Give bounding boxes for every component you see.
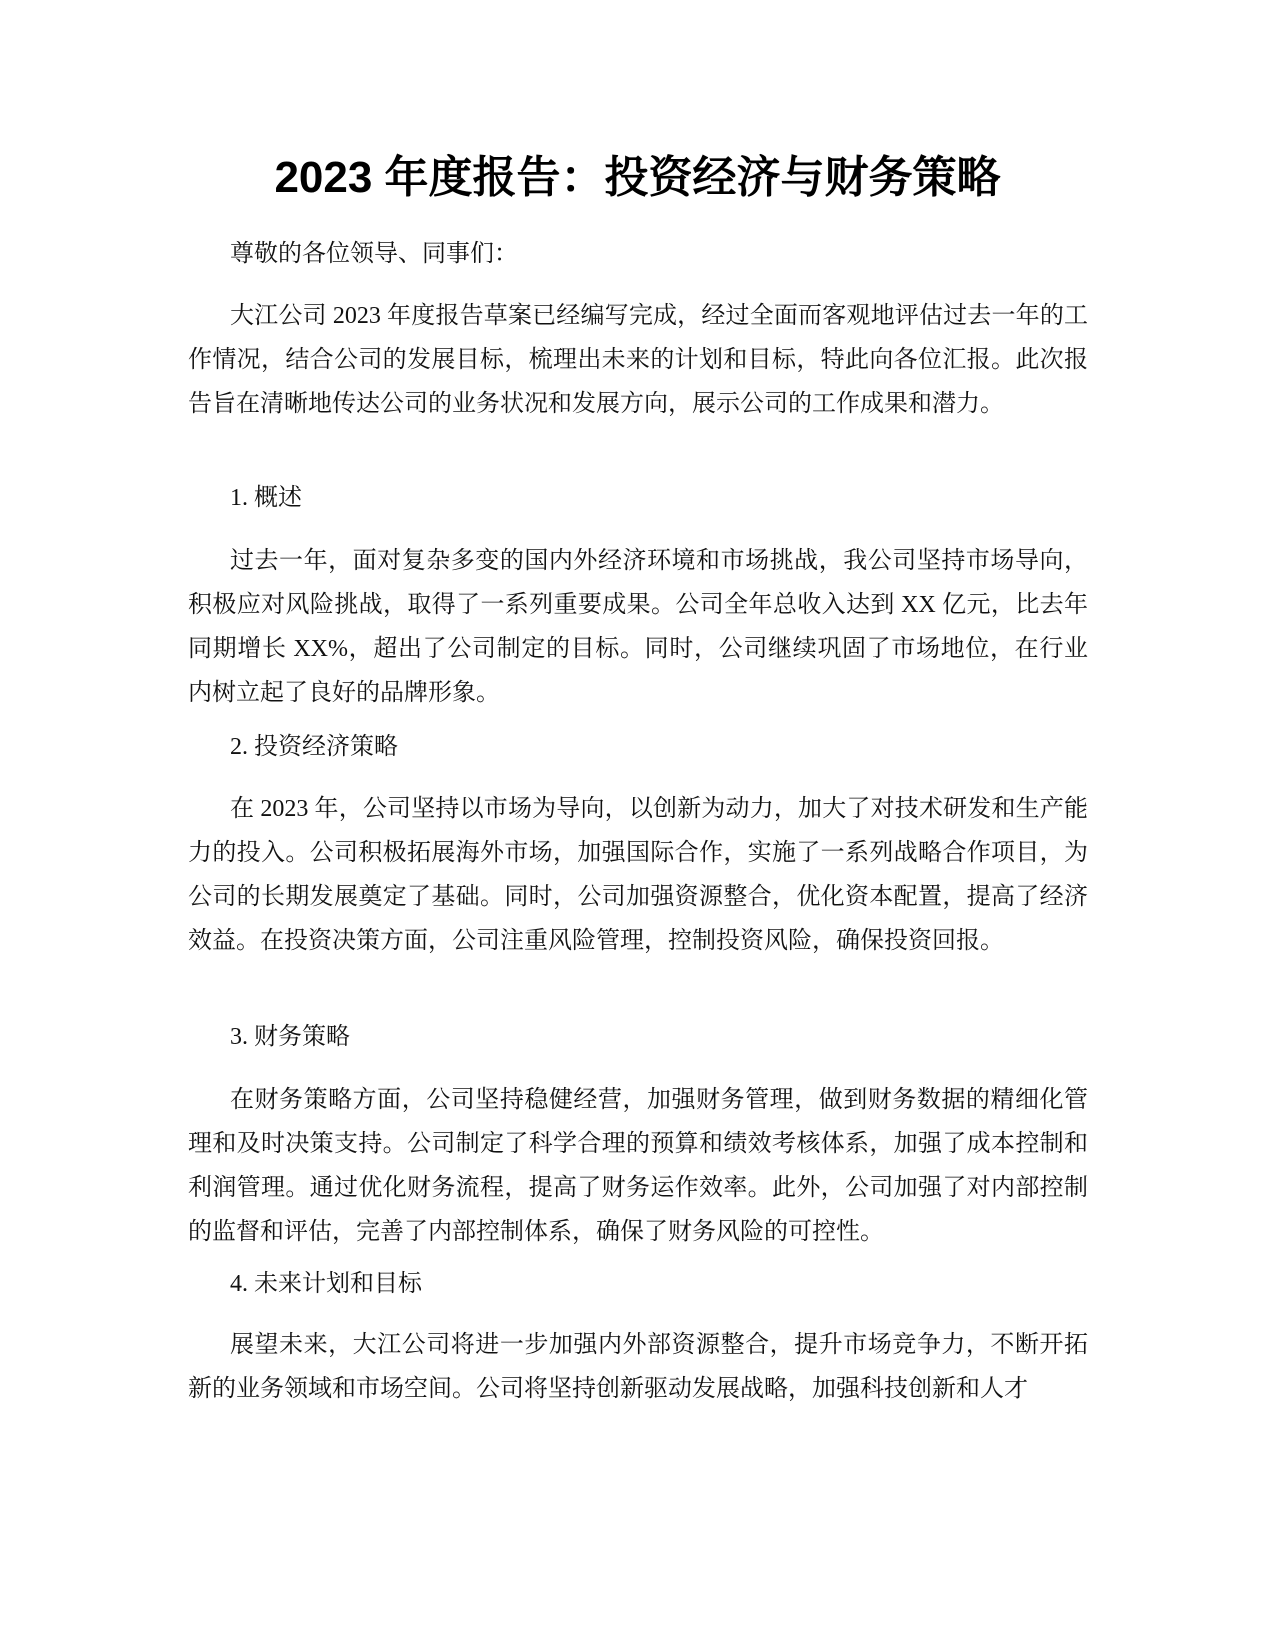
- section-heading-future: 4. 未来计划和目标: [230, 1271, 422, 1297]
- section-body-future: 展望未来，大江公司将进一步加强内外部资源整合，提升市场竞争力，不断开拓新的业务领域和市场空间。公司将坚持创新驱动发展战略，加强科技创新和人才: [188, 1332, 1088, 1402]
- section-body-overview: 过去一年，面对复杂多变的国内外经济环境和市场挑战，我公司坚持市场导向，积极应对风险挑战，取得了一系列重要成果。公司全年总收入达到 XX 亿元，比去年同期增长 XX%，超出了公司制定的目标。同时，公司继续巩固了市场地位，在行业内树立起了良好的品牌形象。: [188, 548, 1088, 706]
- section-body-finance: 在财务策略方面，公司坚持稳健经营，加强财务管理，做到财务数据的精细化管理和及时决策支持。公司制定了科学合理的预算和绩效考核体系，加强了成本控制和利润管理。通过优化财务流程，提高了财务运作效率。此外，公司加强了对内部控制的监督和评估，完善了内部控制体系，确保了财务风险的可控性。: [188, 1087, 1088, 1245]
- greeting: 尊敬的各位领导、同事们：: [230, 241, 518, 267]
- section-heading-investment: 2. 投资经济策略: [230, 734, 398, 760]
- section-heading-overview: 1. 概述: [230, 485, 302, 511]
- intro-paragraph: 大江公司 2023 年度报告草案已经编写完成，经过全面而客观地评估过去一年的工作情况，结合公司的发展目标，梳理出未来的计划和目标，特此向各位汇报。此次报告旨在清晰地传达公司的业务状况和发展方向，展示公司的工作成果和潜力。: [188, 303, 1088, 417]
- section-body-investment: 在 2023 年，公司坚持以市场为导向，以创新为动力，加大了对技术研发和生产能力的投入。公司积极拓展海外市场，加强国际合作，实施了一系列战略合作项目，为公司的长期发展奠定了基础。同时，公司加强资源整合，优化资本配置，提高了经济效益。在投资决策方面，公司注重风险管理，控制投资风险，确保投资回报。: [188, 796, 1088, 954]
- section-heading-finance: 3. 财务策略: [230, 1024, 350, 1050]
- document-title: 2023 年度报告：投资经济与财务策略: [274, 153, 1001, 202]
